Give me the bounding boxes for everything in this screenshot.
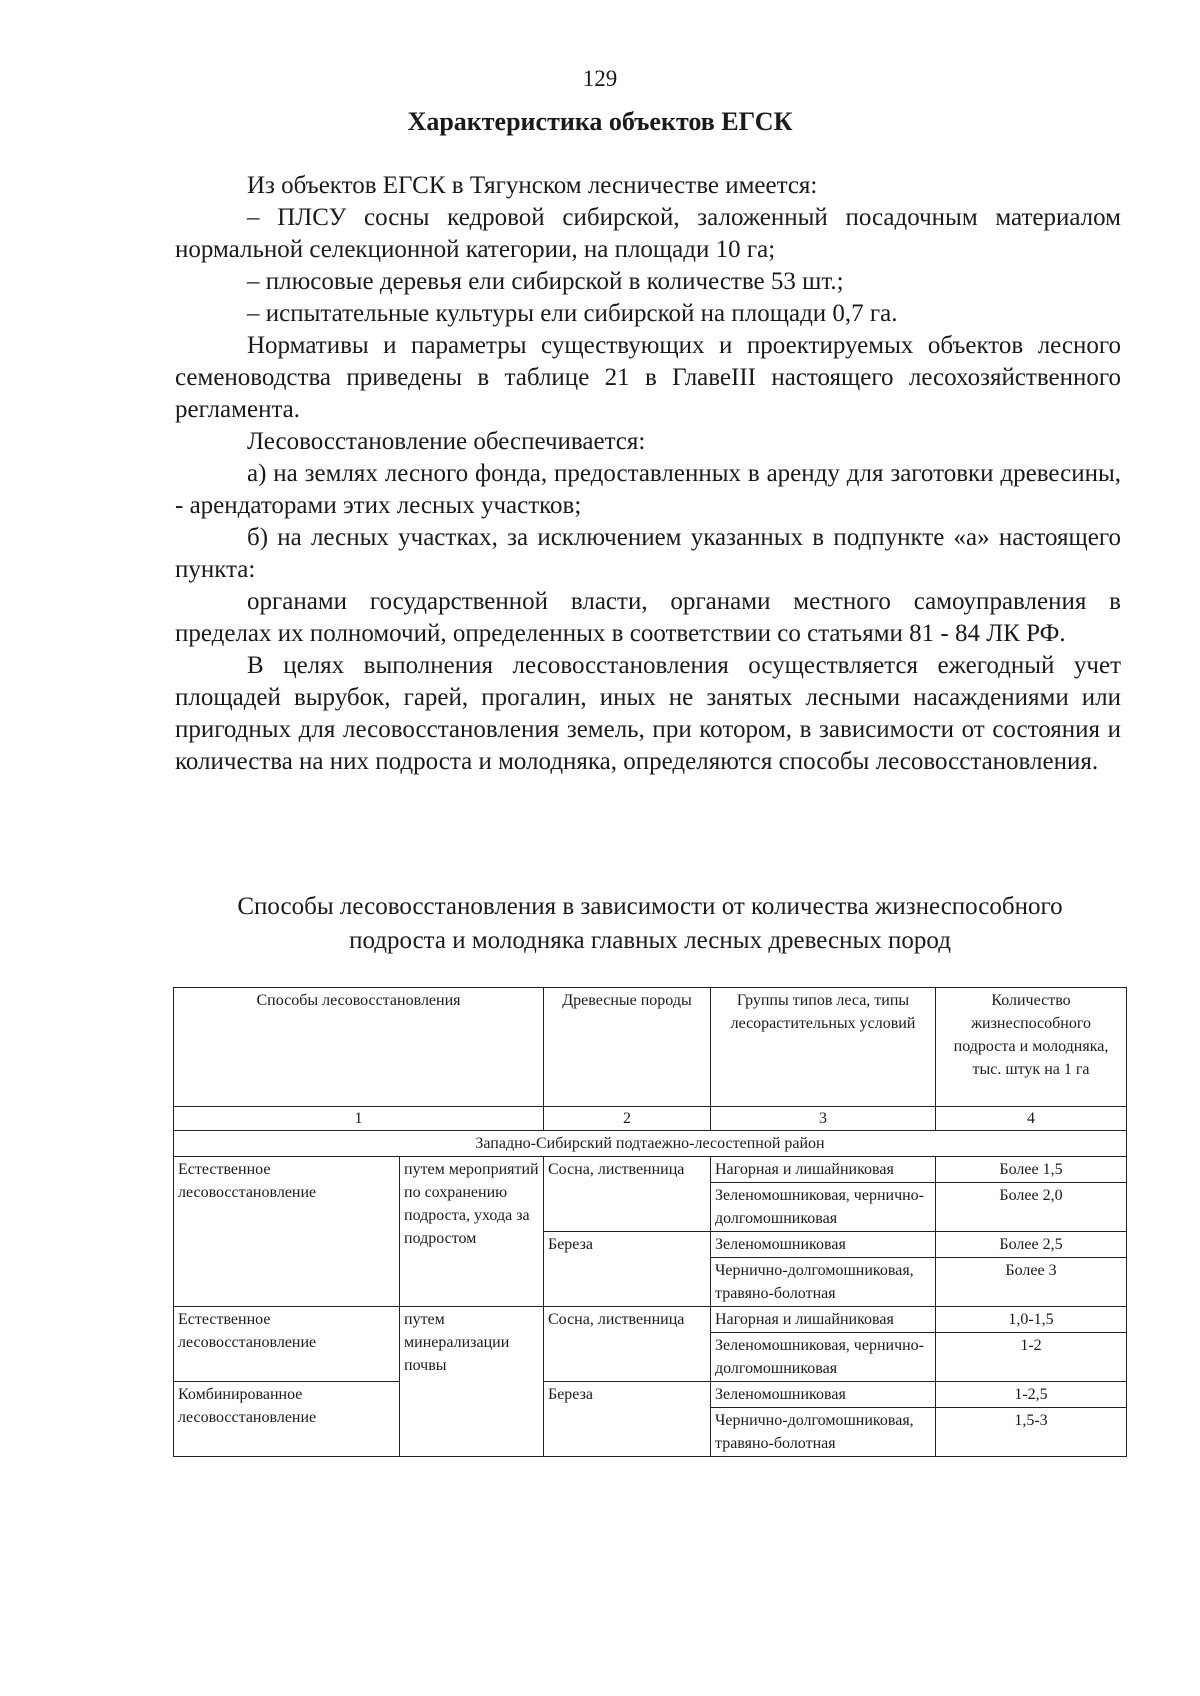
list-item: – плюсовые деревья ели сибирской в количестве 53 шт.;	[247, 268, 844, 295]
table-header-row	[174, 988, 1127, 1107]
paragraph: Лесовосстановление обеспечивается:	[247, 428, 646, 455]
list-item: – испытательные культуры ели сибирской на площади 0,7 га.	[247, 300, 898, 327]
quantity-cell: 1-2,5	[936, 1382, 1127, 1408]
forest-type-cell: Зеленомошниковая	[711, 1382, 936, 1408]
paragraph: органами государственной власти, органами местного самоуправления в пределах их полномочий, определенных в соответствии со статьями 81 - 84 ЛК РФ.	[175, 588, 1121, 647]
paragraph: а) на землях лесного фонда, предоставленных в аренду для заготовки древесины, - арендаторами этих лесных участков;	[175, 460, 1121, 519]
column-number: 2	[544, 1107, 711, 1131]
list-item: – ПЛСУ сосны кедровой сибирской, заложенный посадочным материалом нормальной селекционной категории, на площади 10 га;	[175, 204, 1121, 263]
method-cell: Естественное лесовосстановление	[174, 1157, 400, 1307]
submethod-cell: путем мероприятий по сохранению подроста, ухода за подростом	[400, 1157, 544, 1307]
quantity-cell: Более 1,5	[936, 1157, 1127, 1183]
paragraph: Из объектов ЕГСК в Тягунском лесничестве имеется:	[247, 172, 818, 199]
table-caption	[180, 890, 1120, 958]
column-number: 3	[711, 1107, 936, 1131]
quantity-cell: Более 2,5	[936, 1232, 1127, 1258]
table-row	[174, 1157, 1127, 1183]
method-cell: Комбинированное лесовосстановление	[174, 1382, 400, 1457]
paragraph: В целях выполнения лесовосстановления осуществляется ежегодный учет площадей вырубок, гарей, прогалин, иных не занятых лесными насаждениями или пригодных для лесовосстановления земель, при котором, в зависимости от состояния и количества на них подроста и молодняка, определяются способы лесовосстановления.	[175, 652, 1121, 775]
quantity-cell: 1-2	[936, 1333, 1127, 1382]
quantity-cell: 1,0-1,5	[936, 1307, 1127, 1333]
method-cell: Естественное лесовосстановление	[174, 1307, 400, 1382]
header-cell: Группы типов леса, типы лесорастительных условий	[711, 988, 936, 1107]
forest-type-cell: Нагорная и лишайниковая	[711, 1307, 936, 1333]
forest-type-cell: Зеленомошниковая, чернично-долгомошниковая	[711, 1333, 936, 1382]
quantity-cell: Более 2,0	[936, 1183, 1127, 1232]
body-text	[175, 170, 1121, 778]
region-cell: Западно-Сибирский подтаежно-лесостепной район	[174, 1131, 1127, 1157]
quantity-cell: 1,5-3	[936, 1408, 1127, 1457]
paragraph: б) на лесных участках, за исключением указанных в подпункте «а» настоящего пункта:	[175, 524, 1121, 583]
submethod-cell: путем минерализации почвы	[400, 1307, 544, 1457]
quantity-cell: Более 3	[936, 1258, 1127, 1307]
forest-type-cell: Чернично-долгомошниковая, травяно-болотная	[711, 1258, 936, 1307]
paragraph: Нормативы и параметры существующих и проектируемых объектов лесного семеноводства приведены в таблице 21 в ГлавеIII настоящего лесохозяйственного регламента.	[175, 332, 1121, 423]
species-cell: Сосна, лиственница	[544, 1157, 711, 1232]
table-caption-line: подроста и молодняка главных лесных древесных пород	[349, 927, 951, 954]
methods-table	[173, 987, 1127, 1457]
page-title: Характеристика объектов ЕГСК	[407, 107, 793, 136]
table-caption-line: Способы лесовосстановления в зависимости от количества жизнеспособного	[237, 893, 1063, 920]
table-row	[174, 1307, 1127, 1333]
forest-type-cell: Зеленомошниковая	[711, 1232, 936, 1258]
page-number: 129	[582, 66, 618, 91]
region-row	[174, 1131, 1127, 1157]
species-cell: Береза	[544, 1232, 711, 1307]
forest-type-cell: Нагорная и лишайниковая	[711, 1157, 936, 1183]
table-row	[174, 1382, 1127, 1408]
column-number-row	[174, 1107, 1127, 1131]
column-number: 4	[936, 1107, 1127, 1131]
header-cell: Древесные породы	[544, 988, 711, 1107]
forest-type-cell: Чернично-долгомошниковая, травяно-болотная	[711, 1408, 936, 1457]
header-cell: Количество жизнеспособного подроста и молодняка, тыс. штук на 1 га	[936, 988, 1127, 1107]
header-cell: Способы лесовосстановления	[174, 988, 544, 1107]
species-cell: Береза	[544, 1382, 711, 1457]
species-cell: Сосна, лиственница	[544, 1307, 711, 1382]
column-number: 1	[174, 1107, 544, 1131]
forest-type-cell: Зеленомошниковая, чернично-долгомошниковая	[711, 1183, 936, 1232]
